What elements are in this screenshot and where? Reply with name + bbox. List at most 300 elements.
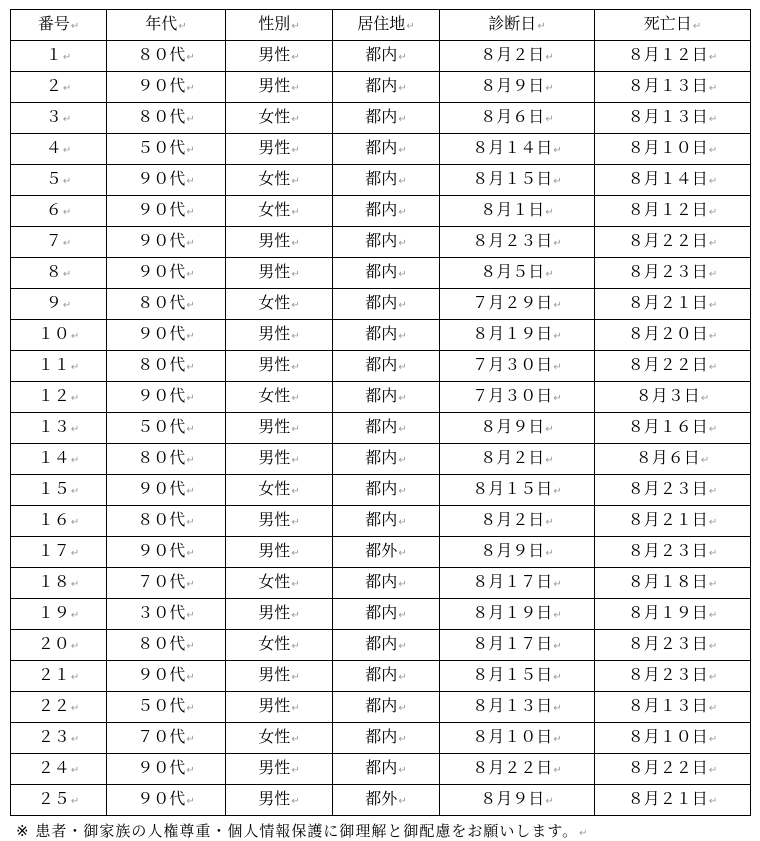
cell-residence: 都内↵ [333,692,440,723]
cell-age-group: ８０代↵ [107,506,226,537]
cell-age-group: ９０代↵ [107,258,226,289]
paragraph-mark-icon: ↵ [708,331,718,342]
paragraph-mark-icon: ↵ [545,52,554,63]
table-row [11,320,751,351]
paragraph-mark-icon: ↵ [291,114,300,125]
paragraph-mark-icon: ↵ [708,703,718,714]
paragraph-mark-icon: ↵ [291,672,300,683]
cell-number: １９↵ [11,599,107,630]
cell-sex: 男性↵ [226,258,333,289]
paragraph-mark-icon: ↵ [186,207,195,218]
cell-number: １５↵ [11,475,107,506]
cell-death-date: ８月１３日↵ [595,72,751,103]
cell-death-date: ８月２２日↵ [595,227,751,258]
cell-diagnosis-date: ８月６日↵ [440,103,595,134]
paragraph-mark-icon: ↵ [398,579,407,590]
paragraph-mark-icon: ↵ [70,331,80,342]
paragraph-mark-icon: ↵ [398,455,407,466]
paragraph-mark-icon: ↵ [291,765,300,776]
paragraph-mark-icon: ↵ [70,734,80,745]
paragraph-mark-icon: ↵ [553,610,562,621]
cell-death-date: ８月１４日↵ [595,165,751,196]
paragraph-mark-icon: ↵ [398,145,407,156]
cell-diagnosis-date: ７月３０日↵ [440,351,595,382]
paragraph-mark-icon: ↵ [186,548,195,559]
paragraph-mark-icon: ↵ [291,83,300,94]
paragraph-mark-icon: ↵ [70,765,80,776]
paragraph-mark-icon: ↵ [291,455,300,466]
paragraph-mark-icon: ↵ [186,734,195,745]
paragraph-mark-icon: ↵ [291,424,300,435]
cell-death-date: ８月１２日↵ [595,41,751,72]
cell-number: ２０↵ [11,630,107,661]
table-row [11,72,751,103]
cell-residence: 都内↵ [333,568,440,599]
paragraph-mark-icon: ↵ [553,176,562,187]
cell-sex: 男性↵ [226,754,333,785]
cell-number: １７↵ [11,537,107,568]
cell-residence: 都内↵ [333,382,440,413]
cell-death-date: ８月１０日↵ [595,723,751,754]
paragraph-mark-icon: ↵ [70,579,80,590]
cell-diagnosis-date: ８月２日↵ [440,41,595,72]
paragraph-mark-icon: ↵ [708,83,718,94]
table-row [11,785,751,816]
cell-residence: 都内↵ [333,661,440,692]
paragraph-mark-icon: ↵ [553,331,562,342]
header-death-date: 死亡日↵ [595,10,751,41]
paragraph-mark-icon: ↵ [398,424,407,435]
cell-diagnosis-date: ８月１４日↵ [440,134,595,165]
paragraph-mark-icon: ↵ [406,21,415,32]
cell-age-group: ９０代↵ [107,475,226,506]
paragraph-mark-icon: ↵ [291,486,300,497]
cell-number: ６↵ [11,196,107,227]
paragraph-mark-icon: ↵ [70,641,80,652]
paragraph-mark-icon: ↵ [62,269,72,280]
cell-sex: 男性↵ [226,72,333,103]
cell-death-date: ８月１３日↵ [595,692,751,723]
paragraph-mark-icon: ↵ [553,238,562,249]
table-row [11,568,751,599]
cell-sex: 女性↵ [226,723,333,754]
table-row [11,537,751,568]
paragraph-mark-icon: ↵ [553,765,562,776]
paragraph-mark-icon: ↵ [178,21,187,32]
paragraph-mark-icon: ↵ [186,579,195,590]
cell-death-date: ８月２２日↵ [595,351,751,382]
cell-age-group: ８０代↵ [107,103,226,134]
paragraph-mark-icon: ↵ [186,331,195,342]
cell-residence: 都内↵ [333,754,440,785]
cell-death-date: ８月２３日↵ [595,661,751,692]
table-row [11,103,751,134]
paragraph-mark-icon: ↵ [708,610,718,621]
cell-number: １３↵ [11,413,107,444]
cell-age-group: ９０代↵ [107,537,226,568]
paragraph-mark-icon: ↵ [70,548,80,559]
cell-age-group: ９０代↵ [107,382,226,413]
paragraph-mark-icon: ↵ [708,238,718,249]
cell-number: １６↵ [11,506,107,537]
cell-age-group: ３０代↵ [107,599,226,630]
table-row [11,413,751,444]
cell-death-date: ８月２３日↵ [595,258,751,289]
cell-number: １８↵ [11,568,107,599]
paragraph-mark-icon: ↵ [291,176,300,187]
paragraph-mark-icon: ↵ [291,269,300,280]
cell-age-group: ９０代↵ [107,72,226,103]
paragraph-mark-icon: ↵ [579,828,589,839]
cell-residence: 都内↵ [333,630,440,661]
cell-sex: 女性↵ [226,475,333,506]
paragraph-mark-icon: ↵ [545,796,554,807]
cell-residence: 都内↵ [333,413,440,444]
paragraph-mark-icon: ↵ [398,331,407,342]
cell-diagnosis-date: ８月１９日↵ [440,599,595,630]
header-diagnosis-date: 診断日↵ [440,10,595,41]
paragraph-mark-icon: ↵ [291,610,300,621]
cell-residence: 都内↵ [333,289,440,320]
cell-age-group: ５０代↵ [107,134,226,165]
paragraph-mark-icon: ↵ [545,455,554,466]
paragraph-mark-icon: ↵ [545,517,554,528]
paragraph-mark-icon: ↵ [62,238,72,249]
cell-diagnosis-date: ８月１５日↵ [440,165,595,196]
cell-sex: 男性↵ [226,351,333,382]
cell-death-date: ８月２２日↵ [595,754,751,785]
paragraph-mark-icon: ↵ [398,610,407,621]
paragraph-mark-icon: ↵ [398,517,407,528]
table-row [11,723,751,754]
paragraph-mark-icon: ↵ [291,579,300,590]
paragraph-mark-icon: ↵ [186,796,195,807]
cell-number: ２５↵ [11,785,107,816]
paragraph-mark-icon: ↵ [398,207,407,218]
paragraph-mark-icon: ↵ [186,52,195,63]
table-row [11,382,751,413]
cell-age-group: ８０代↵ [107,444,226,475]
paragraph-mark-icon: ↵ [398,393,407,404]
cell-residence: 都内↵ [333,134,440,165]
table-row [11,661,751,692]
cell-age-group: ９０代↵ [107,196,226,227]
table-row [11,506,751,537]
cell-residence: 都内↵ [333,258,440,289]
paragraph-mark-icon: ↵ [62,145,72,156]
cell-number: ２４↵ [11,754,107,785]
paragraph-mark-icon: ↵ [398,176,407,187]
cell-diagnosis-date: ８月１３日↵ [440,692,595,723]
paragraph-mark-icon: ↵ [186,83,195,94]
cell-residence: 都内↵ [333,165,440,196]
cell-death-date: ８月２１日↵ [595,785,751,816]
cell-number: １２↵ [11,382,107,413]
cell-sex: 男性↵ [226,134,333,165]
paragraph-mark-icon: ↵ [291,207,300,218]
cell-number: ７↵ [11,227,107,258]
paragraph-mark-icon: ↵ [291,548,300,559]
cell-sex: 男性↵ [226,444,333,475]
cell-number: ８↵ [11,258,107,289]
paragraph-mark-icon: ↵ [186,641,195,652]
cell-sex: 男性↵ [226,227,333,258]
paragraph-mark-icon: ↵ [398,300,407,311]
paragraph-mark-icon: ↵ [70,455,80,466]
cell-diagnosis-date: ８月９日↵ [440,785,595,816]
cell-death-date: ８月１２日↵ [595,196,751,227]
cell-number: １↵ [11,41,107,72]
paragraph-mark-icon: ↵ [553,362,562,373]
cell-death-date: ８月２３日↵ [595,630,751,661]
table-row [11,630,751,661]
deaths-table [10,9,751,816]
paragraph-mark-icon: ↵ [291,145,300,156]
cell-diagnosis-date: ８月１９日↵ [440,320,595,351]
paragraph-mark-icon: ↵ [186,424,195,435]
cell-diagnosis-date: ８月９日↵ [440,413,595,444]
paragraph-mark-icon: ↵ [398,52,407,63]
cell-age-group: ８０代↵ [107,41,226,72]
paragraph-mark-icon: ↵ [700,393,710,404]
paragraph-mark-icon: ↵ [291,796,300,807]
header-number: 番号↵ [11,10,107,41]
cell-death-date: ８月２３日↵ [595,475,751,506]
cell-sex: 女性↵ [226,630,333,661]
paragraph-mark-icon: ↵ [186,765,195,776]
cell-sex: 男性↵ [226,413,333,444]
cell-diagnosis-date: ８月１日↵ [440,196,595,227]
cell-sex: 女性↵ [226,165,333,196]
cell-age-group: ８０代↵ [107,289,226,320]
cell-sex: 女性↵ [226,382,333,413]
paragraph-mark-icon: ↵ [708,796,718,807]
cell-age-group: ７０代↵ [107,568,226,599]
cell-number: ３↵ [11,103,107,134]
paragraph-mark-icon: ↵ [398,548,407,559]
cell-diagnosis-date: ８月１７日↵ [440,630,595,661]
cell-number: ４↵ [11,134,107,165]
table-row [11,227,751,258]
paragraph-mark-icon: ↵ [545,83,554,94]
cell-sex: 男性↵ [226,506,333,537]
paragraph-mark-icon: ↵ [545,114,554,125]
cell-residence: 都内↵ [333,196,440,227]
paragraph-mark-icon: ↵ [398,362,407,373]
document-page [10,9,750,841]
cell-sex: 女性↵ [226,103,333,134]
cell-number: １１↵ [11,351,107,382]
cell-diagnosis-date: ７月２９日↵ [440,289,595,320]
paragraph-mark-icon: ↵ [62,83,72,94]
paragraph-mark-icon: ↵ [62,114,72,125]
paragraph-mark-icon: ↵ [291,238,300,249]
paragraph-mark-icon: ↵ [70,393,80,404]
cell-residence: 都内↵ [333,599,440,630]
paragraph-mark-icon: ↵ [70,486,80,497]
paragraph-mark-icon: ↵ [291,331,300,342]
cell-diagnosis-date: ８月２日↵ [440,506,595,537]
cell-diagnosis-date: ８月５日↵ [440,258,595,289]
cell-age-group: ９０代↵ [107,227,226,258]
paragraph-mark-icon: ↵ [291,393,300,404]
paragraph-mark-icon: ↵ [398,703,407,714]
cell-sex: 女性↵ [226,568,333,599]
table-header-row [11,10,751,41]
cell-sex: 男性↵ [226,785,333,816]
cell-residence: 都内↵ [333,227,440,258]
cell-death-date: ８月１８日↵ [595,568,751,599]
paragraph-mark-icon: ↵ [553,579,562,590]
paragraph-mark-icon: ↵ [537,21,546,32]
paragraph-mark-icon: ↵ [708,300,718,311]
paragraph-mark-icon: ↵ [186,238,195,249]
paragraph-mark-icon: ↵ [708,52,718,63]
cell-residence: 都内↵ [333,103,440,134]
paragraph-mark-icon: ↵ [70,362,80,373]
paragraph-mark-icon: ↵ [186,176,195,187]
paragraph-mark-icon: ↵ [186,703,195,714]
paragraph-mark-icon: ↵ [186,145,195,156]
table-row [11,444,751,475]
cell-death-date: ８月１９日↵ [595,599,751,630]
cell-number: １４↵ [11,444,107,475]
cell-age-group: ７０代↵ [107,723,226,754]
cell-diagnosis-date: ８月１５日↵ [440,661,595,692]
cell-death-date: ８月１３日↵ [595,103,751,134]
cell-diagnosis-date: ８月１５日↵ [440,475,595,506]
paragraph-mark-icon: ↵ [545,548,554,559]
privacy-note: ※ 患者・御家族の人権尊重・個人情報保護に御理解と御配慮をお願いします。↵ [16,822,589,840]
cell-age-group: ８０代↵ [107,630,226,661]
cell-sex: 男性↵ [226,599,333,630]
cell-age-group: ５０代↵ [107,413,226,444]
paragraph-mark-icon: ↵ [186,269,195,280]
cell-diagnosis-date: ８月１７日↵ [440,568,595,599]
paragraph-mark-icon: ↵ [70,610,80,621]
paragraph-mark-icon: ↵ [291,362,300,373]
cell-residence: 都外↵ [333,537,440,568]
table-row [11,351,751,382]
cell-number: ９↵ [11,289,107,320]
paragraph-mark-icon: ↵ [398,734,407,745]
paragraph-mark-icon: ↵ [70,424,80,435]
table-row [11,258,751,289]
paragraph-mark-icon: ↵ [708,176,718,187]
cell-death-date: ８月２０日↵ [595,320,751,351]
paragraph-mark-icon: ↵ [708,672,718,683]
paragraph-mark-icon: ↵ [398,114,407,125]
paragraph-mark-icon: ↵ [398,486,407,497]
paragraph-mark-icon: ↵ [186,486,195,497]
cell-diagnosis-date: ８月１０日↵ [440,723,595,754]
table-body [11,41,751,816]
table-row [11,289,751,320]
cell-sex: 女性↵ [226,196,333,227]
paragraph-mark-icon: ↵ [708,362,718,373]
paragraph-mark-icon: ↵ [545,424,554,435]
paragraph-mark-icon: ↵ [553,393,562,404]
cell-age-group: ８０代↵ [107,351,226,382]
paragraph-mark-icon: ↵ [70,21,80,32]
cell-age-group: ９０代↵ [107,661,226,692]
paragraph-mark-icon: ↵ [398,641,407,652]
paragraph-mark-icon: ↵ [692,21,702,32]
paragraph-mark-icon: ↵ [186,455,195,466]
paragraph-mark-icon: ↵ [186,672,195,683]
paragraph-mark-icon: ↵ [553,145,562,156]
cell-death-date: ８月２１日↵ [595,506,751,537]
paragraph-mark-icon: ↵ [708,548,718,559]
cell-number: ２↵ [11,72,107,103]
paragraph-mark-icon: ↵ [186,517,195,528]
paragraph-mark-icon: ↵ [700,455,710,466]
header-age-group: 年代↵ [107,10,226,41]
cell-death-date: ８月３日↵ [595,382,751,413]
cell-age-group: ９０代↵ [107,754,226,785]
cell-death-date: ８月２３日↵ [595,537,751,568]
paragraph-mark-icon: ↵ [708,424,718,435]
cell-residence: 都内↵ [333,320,440,351]
paragraph-mark-icon: ↵ [398,765,407,776]
paragraph-mark-icon: ↵ [708,145,718,156]
table-row [11,599,751,630]
paragraph-mark-icon: ↵ [291,300,300,311]
paragraph-mark-icon: ↵ [70,672,80,683]
paragraph-mark-icon: ↵ [398,238,407,249]
paragraph-mark-icon: ↵ [708,114,718,125]
paragraph-mark-icon: ↵ [70,517,80,528]
paragraph-mark-icon: ↵ [70,703,80,714]
paragraph-mark-icon: ↵ [291,517,300,528]
table-row [11,196,751,227]
cell-sex: 男性↵ [226,692,333,723]
cell-residence: 都内↵ [333,72,440,103]
table-row [11,134,751,165]
paragraph-mark-icon: ↵ [708,641,718,652]
paragraph-mark-icon: ↵ [545,207,554,218]
cell-sex: 男性↵ [226,320,333,351]
cell-death-date: ８月６日↵ [595,444,751,475]
cell-diagnosis-date: ７月３０日↵ [440,382,595,413]
paragraph-mark-icon: ↵ [553,672,562,683]
paragraph-mark-icon: ↵ [708,207,718,218]
paragraph-mark-icon: ↵ [398,796,407,807]
cell-residence: 都内↵ [333,723,440,754]
table-row [11,165,751,196]
cell-death-date: ８月１６日↵ [595,413,751,444]
paragraph-mark-icon: ↵ [708,765,718,776]
paragraph-mark-icon: ↵ [62,52,72,63]
cell-death-date: ８月２１日↵ [595,289,751,320]
cell-residence: 都内↵ [333,475,440,506]
paragraph-mark-icon: ↵ [553,300,562,311]
cell-sex: 男性↵ [226,661,333,692]
paragraph-mark-icon: ↵ [398,269,407,280]
paragraph-mark-icon: ↵ [708,734,718,745]
cell-residence: 都外↵ [333,785,440,816]
paragraph-mark-icon: ↵ [553,641,562,652]
paragraph-mark-icon: ↵ [398,83,407,94]
cell-residence: 都内↵ [333,351,440,382]
cell-diagnosis-date: ８月９日↵ [440,72,595,103]
cell-sex: 男性↵ [226,41,333,72]
header-sex: 性別↵ [226,10,333,41]
cell-age-group: ９０代↵ [107,320,226,351]
paragraph-mark-icon: ↵ [70,796,80,807]
cell-residence: 都内↵ [333,444,440,475]
paragraph-mark-icon: ↵ [708,517,718,528]
